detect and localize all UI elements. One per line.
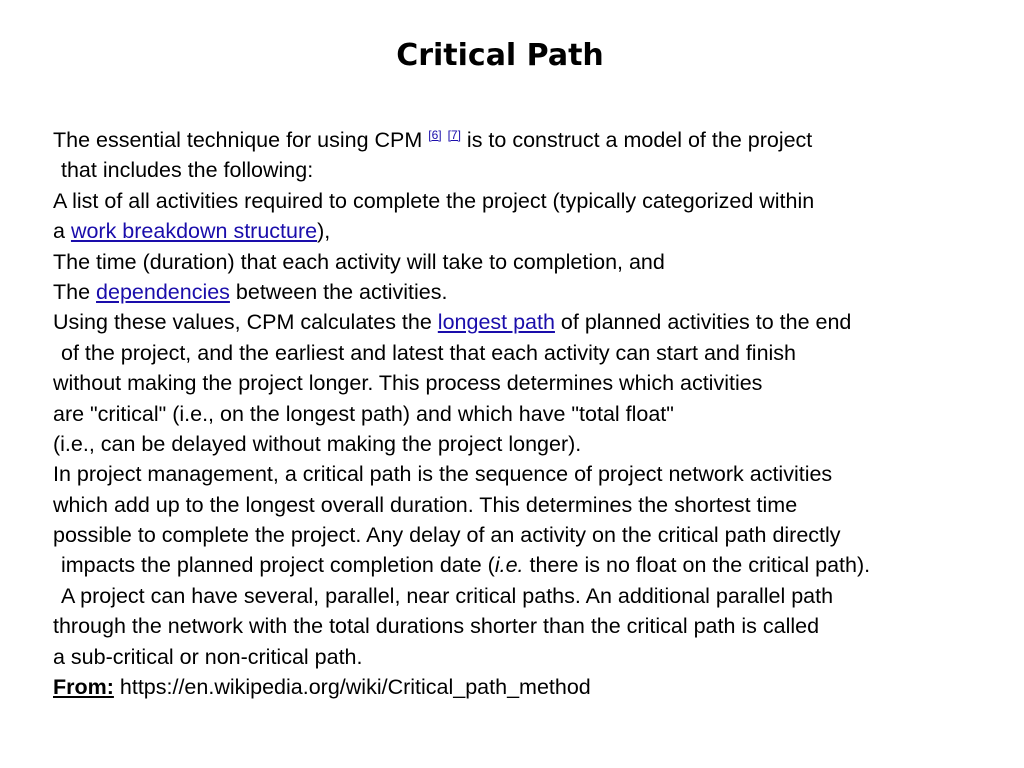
body-line-13: which add up to the longest overall duration. This determines the shortest time [53, 492, 798, 517]
body-line-2: that includes the following: [61, 158, 314, 183]
body-line-10: are "critical" (i.e., on the longest path) and which have "total float" [53, 401, 674, 426]
source-url: https://en.wikipedia.org/wiki/Critical_path_method [113, 675, 591, 700]
dependencies-link[interactable]: dependencies [96, 279, 230, 304]
body-line-14: possible to complete the project. Any delay of an activity on the critical path directly [53, 523, 841, 548]
body-line-9: without making the project longer. This process determines which activities [53, 371, 763, 396]
body-line-5: The time (duration) that each activity will take to completion, and [53, 249, 665, 274]
reference-link-7[interactable]: [7] [447, 128, 461, 142]
body-line-4 [53, 216, 1018, 246]
body-line-8: of the project, and the earliest and latest that each activity can start and finish [61, 340, 797, 365]
body-line-16: A project can have several, parallel, near critical paths. An additional parallel path [61, 583, 834, 608]
reference-link-6[interactable]: [6] [428, 128, 442, 142]
body-text: The [53, 279, 97, 304]
body-text: between the activities. [229, 279, 448, 304]
source-label: From: [53, 675, 114, 700]
body-text: of planned activities to the end [554, 310, 852, 335]
work-breakdown-structure-link[interactable]: work breakdown structure [70, 219, 318, 244]
body-text: there is no float on the critical path). [523, 553, 871, 578]
body-line-7 [53, 307, 1018, 337]
body-text: impacts the planned project completion date ( [61, 553, 495, 578]
slide-title: Critical Path [396, 38, 604, 73]
body-line-11: (i.e., can be delayed without making the project longer). [53, 431, 582, 456]
slide-body [53, 125, 1018, 702]
body-line-1 [53, 125, 1018, 155]
body-line-6 [53, 277, 1018, 307]
body-text: The essential technique for using CPM [53, 128, 429, 152]
body-line-18: a sub-critical or non-critical path. [53, 644, 363, 669]
body-line-12: In project management, a critical path is the sequence of project network activities [53, 462, 833, 487]
body-text: is to construct a model of the project [460, 128, 813, 152]
longest-path-link[interactable]: longest path [437, 310, 555, 335]
body-line-3: A list of all activities required to complete the project (typically categorized within [53, 188, 815, 213]
emphasis-text: i.e. [494, 553, 524, 578]
body-text: Using these values, CPM calculates the [53, 310, 438, 335]
source-line [53, 672, 1018, 702]
body-text: ), [317, 219, 331, 244]
body-line-15 [53, 550, 1018, 580]
body-text: a [53, 219, 71, 244]
body-line-17: through the network with the total durations shorter than the critical path is called [53, 614, 820, 639]
